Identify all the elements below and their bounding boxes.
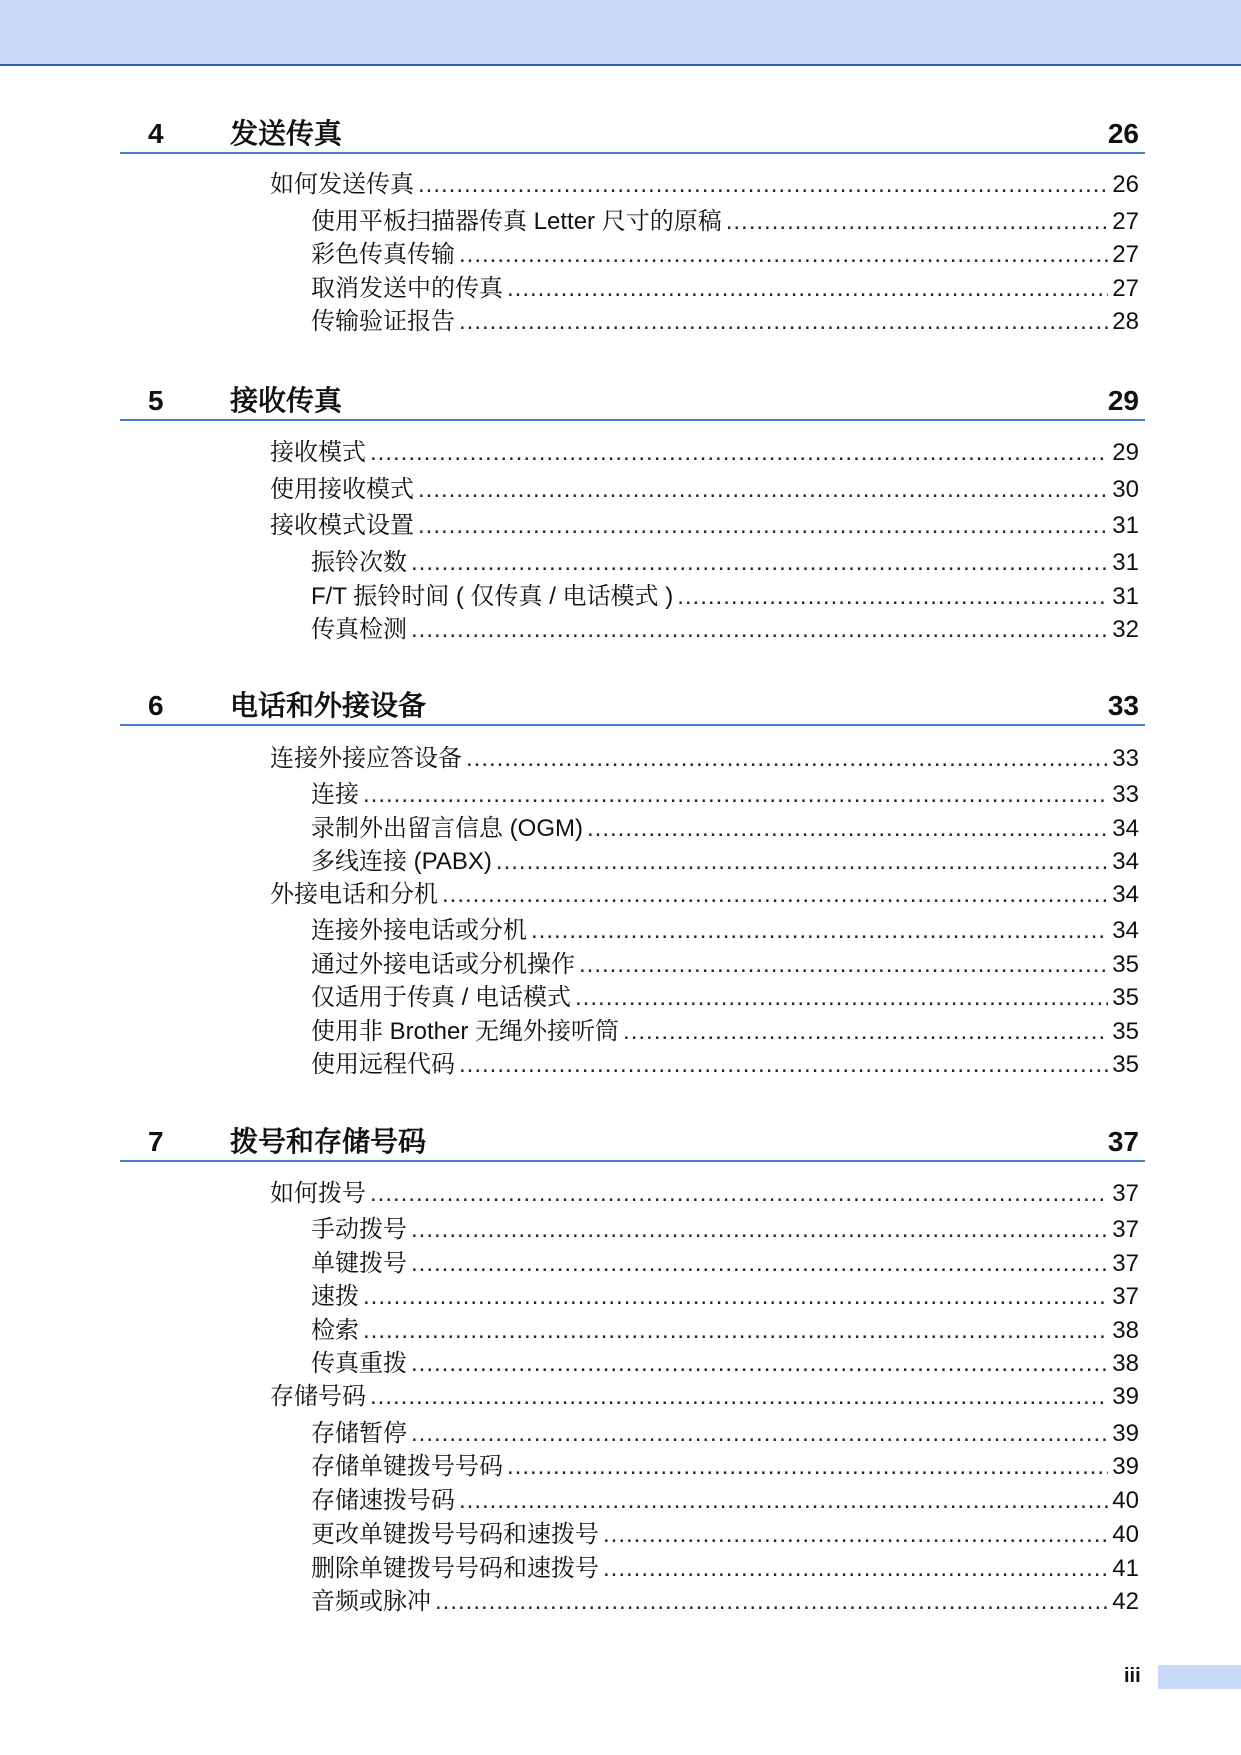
toc-entry-page: 40	[1112, 1521, 1139, 1548]
dot-leader	[677, 582, 1108, 612]
toc-entry-label: 存储号码	[270, 1383, 366, 1410]
chapter-rule	[120, 152, 1145, 154]
dot-leader	[587, 814, 1108, 844]
toc-entry-page: 31	[1112, 512, 1139, 539]
toc-entry[interactable]	[311, 1215, 1139, 1245]
dot-leader	[459, 1050, 1108, 1080]
toc-entry-label: 使用非 Brother 无绳外接听筒	[311, 1018, 620, 1045]
toc-entry-page: 34	[1112, 917, 1139, 944]
dot-leader	[623, 1017, 1108, 1047]
dot-leader	[411, 1419, 1108, 1449]
chapter-heading[interactable]	[120, 116, 1145, 152]
toc-entry-label: 存储速拨号码	[311, 1487, 455, 1514]
toc-entry-label: 仅适用于传真 / 电话模式	[311, 984, 572, 1011]
dot-leader	[411, 1215, 1108, 1245]
chapter-page: 33	[1107, 690, 1139, 721]
chapter-title: 拨号和存储号码	[230, 1126, 427, 1157]
toc-entry-label: 接收模式设置	[270, 512, 414, 539]
toc-entry[interactable]	[311, 1419, 1139, 1449]
chapter-page: 37	[1107, 1126, 1139, 1157]
toc-entry[interactable]	[311, 1282, 1139, 1312]
toc-entry-label: 传真检测	[311, 616, 407, 643]
toc-entry[interactable]	[311, 307, 1139, 337]
toc-entry-label: 手动拨号	[311, 1216, 407, 1243]
toc-entry-label: F/T 振铃时间 ( 仅传真 / 电话模式 )	[311, 583, 674, 610]
toc-entry-page: 35	[1112, 984, 1139, 1011]
toc-entry-label: 录制外出留言信息 (OGM)	[311, 815, 583, 842]
chapter-rule	[120, 1160, 1145, 1162]
toc-entry-page: 35	[1112, 1051, 1139, 1078]
chapter-number: 6	[148, 690, 164, 721]
dot-leader	[411, 615, 1108, 645]
toc-entry-page: 27	[1112, 241, 1139, 268]
chapter-heading[interactable]	[120, 383, 1145, 419]
toc-entry[interactable]	[270, 475, 1139, 505]
toc-entry-page: 39	[1112, 1453, 1139, 1480]
header-band	[0, 0, 1241, 66]
toc-entry-page: 28	[1112, 308, 1139, 335]
toc-entry-label: 连接	[311, 781, 359, 808]
chapter-number: 4	[148, 118, 164, 149]
toc-entry-label: 振铃次数	[311, 549, 407, 576]
toc-entry-page: 32	[1112, 616, 1139, 643]
chapter-page: 29	[1107, 385, 1139, 416]
toc-entry-label: 使用接收模式	[270, 476, 414, 503]
dot-leader	[370, 1179, 1108, 1209]
toc-entry[interactable]	[311, 1316, 1139, 1346]
toc-entry[interactable]	[311, 274, 1139, 304]
toc-entry-label: 外接电话和分机	[270, 881, 438, 908]
toc-entry-page: 26	[1112, 171, 1139, 198]
toc-entry-label: 通过外接电话或分机操作	[311, 951, 575, 978]
chapter-title: 电话和外接设备	[230, 690, 427, 721]
toc-entry-page: 35	[1112, 951, 1139, 978]
dot-leader	[418, 511, 1108, 541]
toc-entry-label: 更改单键拨号号码和速拨号	[311, 1521, 599, 1548]
toc-entry-page: 40	[1112, 1487, 1139, 1514]
toc-entry[interactable]	[270, 511, 1139, 541]
toc-entry[interactable]	[311, 1452, 1139, 1482]
chapter-title: 发送传真	[230, 118, 343, 149]
toc-entry-page: 34	[1112, 848, 1139, 875]
toc-entry[interactable]	[311, 615, 1139, 645]
toc-entry-page: 29	[1112, 439, 1139, 466]
toc-entry[interactable]	[270, 880, 1139, 910]
toc-entry-label: 音频或脉冲	[311, 1588, 431, 1615]
toc-entry-page: 38	[1112, 1317, 1139, 1344]
toc-entry-page: 35	[1112, 1018, 1139, 1045]
toc-entry[interactable]	[270, 1382, 1139, 1412]
toc-entry-label: 接收模式	[270, 439, 366, 466]
toc-entry[interactable]	[311, 1349, 1139, 1379]
toc-entry-page: 30	[1112, 476, 1139, 503]
chapter-number: 5	[148, 385, 164, 416]
toc-entry-page: 34	[1112, 881, 1139, 908]
toc-entry[interactable]	[270, 744, 1139, 774]
toc-entry-page: 37	[1112, 1216, 1139, 1243]
dot-leader	[411, 548, 1108, 578]
page-number: iii	[1124, 1665, 1141, 1687]
dot-leader	[726, 207, 1109, 237]
dot-leader	[459, 307, 1108, 337]
dot-leader	[507, 1452, 1108, 1482]
toc-entry-page: 33	[1112, 745, 1139, 772]
chapter-number: 7	[148, 1126, 164, 1157]
toc-entry-page: 37	[1112, 1180, 1139, 1207]
toc-entry-label: 使用平板扫描器传真 Letter 尺寸的原稿	[311, 208, 722, 235]
toc-entry[interactable]	[311, 1554, 1139, 1584]
toc-entry[interactable]	[311, 1587, 1139, 1617]
toc-entry-label: 如何拨号	[270, 1180, 366, 1207]
dot-leader	[370, 1382, 1108, 1412]
toc-entry-page: 33	[1112, 781, 1139, 808]
toc-entry-label: 传输验证报告	[311, 308, 455, 335]
chapter-rule	[120, 419, 1145, 421]
dot-leader	[603, 1520, 1108, 1550]
chapter-title: 接收传真	[230, 385, 343, 416]
toc-entry[interactable]	[311, 847, 1139, 877]
toc-entry-label: 速拨	[311, 1283, 359, 1310]
dot-leader	[363, 1282, 1108, 1312]
dot-leader	[363, 1316, 1108, 1346]
dot-leader	[496, 847, 1108, 877]
toc-entry[interactable]	[311, 582, 1139, 612]
dot-leader	[435, 1587, 1108, 1617]
toc-entry-label: 删除单键拨号号码和速拨号	[311, 1555, 599, 1582]
dot-leader	[579, 950, 1108, 980]
toc-entry-page: 31	[1112, 549, 1139, 576]
toc-entry[interactable]	[311, 1486, 1139, 1516]
toc-entry-label: 使用远程代码	[311, 1051, 455, 1078]
toc-entry-label: 彩色传真传输	[311, 241, 455, 268]
toc-entry[interactable]	[311, 780, 1139, 810]
toc-entry[interactable]	[270, 1179, 1139, 1209]
toc-entry-page: 39	[1112, 1383, 1139, 1410]
toc-entry[interactable]	[270, 438, 1139, 468]
toc-entry-label: 单键拨号	[311, 1250, 407, 1277]
chapter-heading[interactable]	[120, 1124, 1145, 1160]
toc-entry[interactable]	[311, 814, 1139, 844]
toc-entry-page: 38	[1112, 1350, 1139, 1377]
dot-leader	[575, 983, 1108, 1013]
toc-entry[interactable]	[311, 916, 1139, 946]
chapter-rule	[120, 724, 1145, 726]
dot-leader	[363, 780, 1108, 810]
dot-leader	[442, 880, 1108, 910]
dot-leader	[411, 1349, 1108, 1379]
toc-entry-page: 27	[1112, 275, 1139, 302]
toc-entry[interactable]	[311, 1249, 1139, 1279]
toc-entry[interactable]	[311, 240, 1139, 270]
toc-entry[interactable]	[311, 207, 1139, 237]
toc-entry-label: 检索	[311, 1317, 359, 1344]
toc-entry[interactable]	[311, 1520, 1139, 1550]
toc-entry-label: 取消发送中的传真	[311, 275, 503, 302]
toc-entry-label: 存储单键拨号号码	[311, 1453, 503, 1480]
chapter-heading[interactable]	[120, 688, 1145, 724]
dot-leader	[531, 916, 1108, 946]
dot-leader	[411, 1249, 1108, 1279]
toc-entry-page: 42	[1112, 1588, 1139, 1615]
toc-entry-label: 存储暂停	[311, 1420, 407, 1447]
toc-entry-label: 连接外接电话或分机	[311, 917, 527, 944]
dot-leader	[459, 1486, 1108, 1516]
toc-entry-page: 37	[1112, 1283, 1139, 1310]
dot-leader	[459, 240, 1108, 270]
dot-leader	[603, 1554, 1108, 1584]
toc-entry-label: 多线连接 (PABX)	[311, 848, 492, 875]
toc-entry[interactable]	[311, 950, 1139, 980]
toc-entry-page: 34	[1112, 815, 1139, 842]
toc-entry[interactable]	[311, 1017, 1139, 1047]
dot-leader	[418, 170, 1108, 200]
toc-entry-label: 传真重拨	[311, 1350, 407, 1377]
toc-entry-page: 41	[1112, 1555, 1139, 1582]
toc-entry-page: 31	[1112, 583, 1139, 610]
toc-entry[interactable]	[270, 170, 1139, 200]
toc-entry[interactable]	[311, 983, 1139, 1013]
dot-leader	[418, 475, 1108, 505]
footer-tab	[1158, 1665, 1241, 1689]
dot-leader	[507, 274, 1108, 304]
toc-entry-page: 27	[1112, 208, 1139, 235]
toc-entry-label: 如何发送传真	[270, 171, 414, 198]
toc-entry-page: 37	[1112, 1250, 1139, 1277]
toc-entry-label: 连接外接应答设备	[270, 745, 462, 772]
dot-leader	[466, 744, 1108, 774]
chapter-page: 26	[1107, 118, 1139, 149]
toc-entry[interactable]	[311, 548, 1139, 578]
toc-entry-page: 39	[1112, 1420, 1139, 1447]
dot-leader	[370, 438, 1108, 468]
toc-entry[interactable]	[311, 1050, 1139, 1080]
